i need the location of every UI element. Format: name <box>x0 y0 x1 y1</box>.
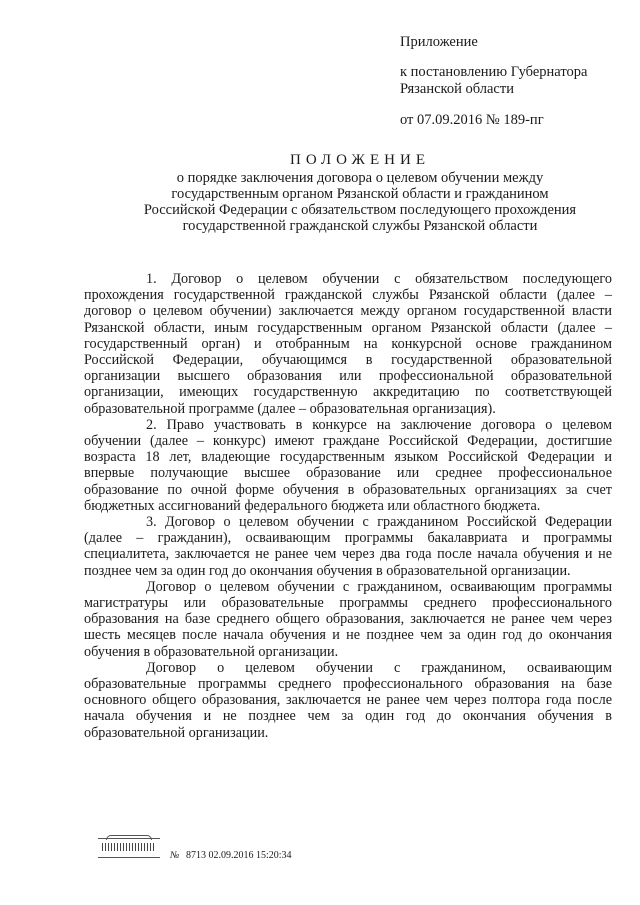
paragraph-1: 1. Договор о целевом обучении с обязательством последующего прохождения государственной гражданской службы Рязанской области (далее – договор о целевом обучении) заключается между органом государственной власти Рязанской области, иным государственным органом Рязанской области (далее – государственный орган) и отобранным на конкурсной основе гражданином Российской Федерации, обучающимся в государственной образовательной организации высшего образования или профессиональной образовательной организации, имеющих государственную аккредитацию по соответствующей образовательной программе (далее – образовательная организация). <box>84 271 612 417</box>
appendix-region-line: Рязанской области <box>400 81 514 97</box>
paragraph-3-part-3: Договор о целевом обучении с гражданином, осваивающим образовательные программы среднего профессионального образования на базе основного общего образования, заключается не ранее чем через полтора года после начала обучения и не позднее чем за один год до окончания обучения в образовательной организации. <box>84 659 612 741</box>
appendix-title: Приложение <box>400 34 478 50</box>
subtitle-line: Российской Федерации с обязательством последующего прохождения <box>143 202 577 218</box>
document-body <box>84 271 612 741</box>
subtitle-line: государственным органом Рязанской области и гражданином <box>171 186 549 202</box>
document-title: ПОЛОЖЕНИЕ <box>290 152 430 168</box>
paragraph-3-part-2: Договор о целевом обучении с гражданином, осваивающим программы магистратуры или образовательные программы среднего профессионального образования на базе среднего общего образования, заключается не ранее чем через шесть месяцев после начала обучения и не позднее чем за один год до окончания обучения в образовательной организации. <box>84 578 612 660</box>
document-heading <box>80 152 640 234</box>
subtitle-line: о порядке заключения договора о целевом обучении между <box>176 170 544 186</box>
paragraph-2: 2. Право участвовать в конкурсе на заключение договора о целевом обучении (далее – конкурс) имеют граждане Российской Федерации, достигшие возраста 18 лет, владеющие государственным языком Российской Федерации и впервые получающие высшее образование или среднее профессиональное образование по очной форме обучения в образовательных организациях за счет бюджетных ассигнований федерального бюджета или областного бюджета. <box>84 416 612 514</box>
paragraph-3: 3. Договор о целевом обучении с гражданином Российской Федерации (далее – гражданин), осваивающим программы бакалавриата и программы специалитета, заключается не ранее чем через два года после начала обучения и не позднее чем за один год до окончания обучения в образовательной организации. <box>84 514 612 579</box>
subtitle-line: государственной гражданской службы Рязанской области <box>182 218 538 234</box>
appendix-resolution-line: к постановлению Губернатора <box>400 64 588 80</box>
registration-number-date: 8713 02.09.2016 15:20:34 <box>185 850 292 861</box>
building-stamp-icon <box>98 838 160 858</box>
registration-line <box>170 850 292 861</box>
appendix-date-line: от 07.09.2016 № 189-пг <box>400 112 544 128</box>
document-footer <box>98 838 618 878</box>
appendix-block <box>400 34 630 129</box>
number-sign: № <box>170 850 180 861</box>
